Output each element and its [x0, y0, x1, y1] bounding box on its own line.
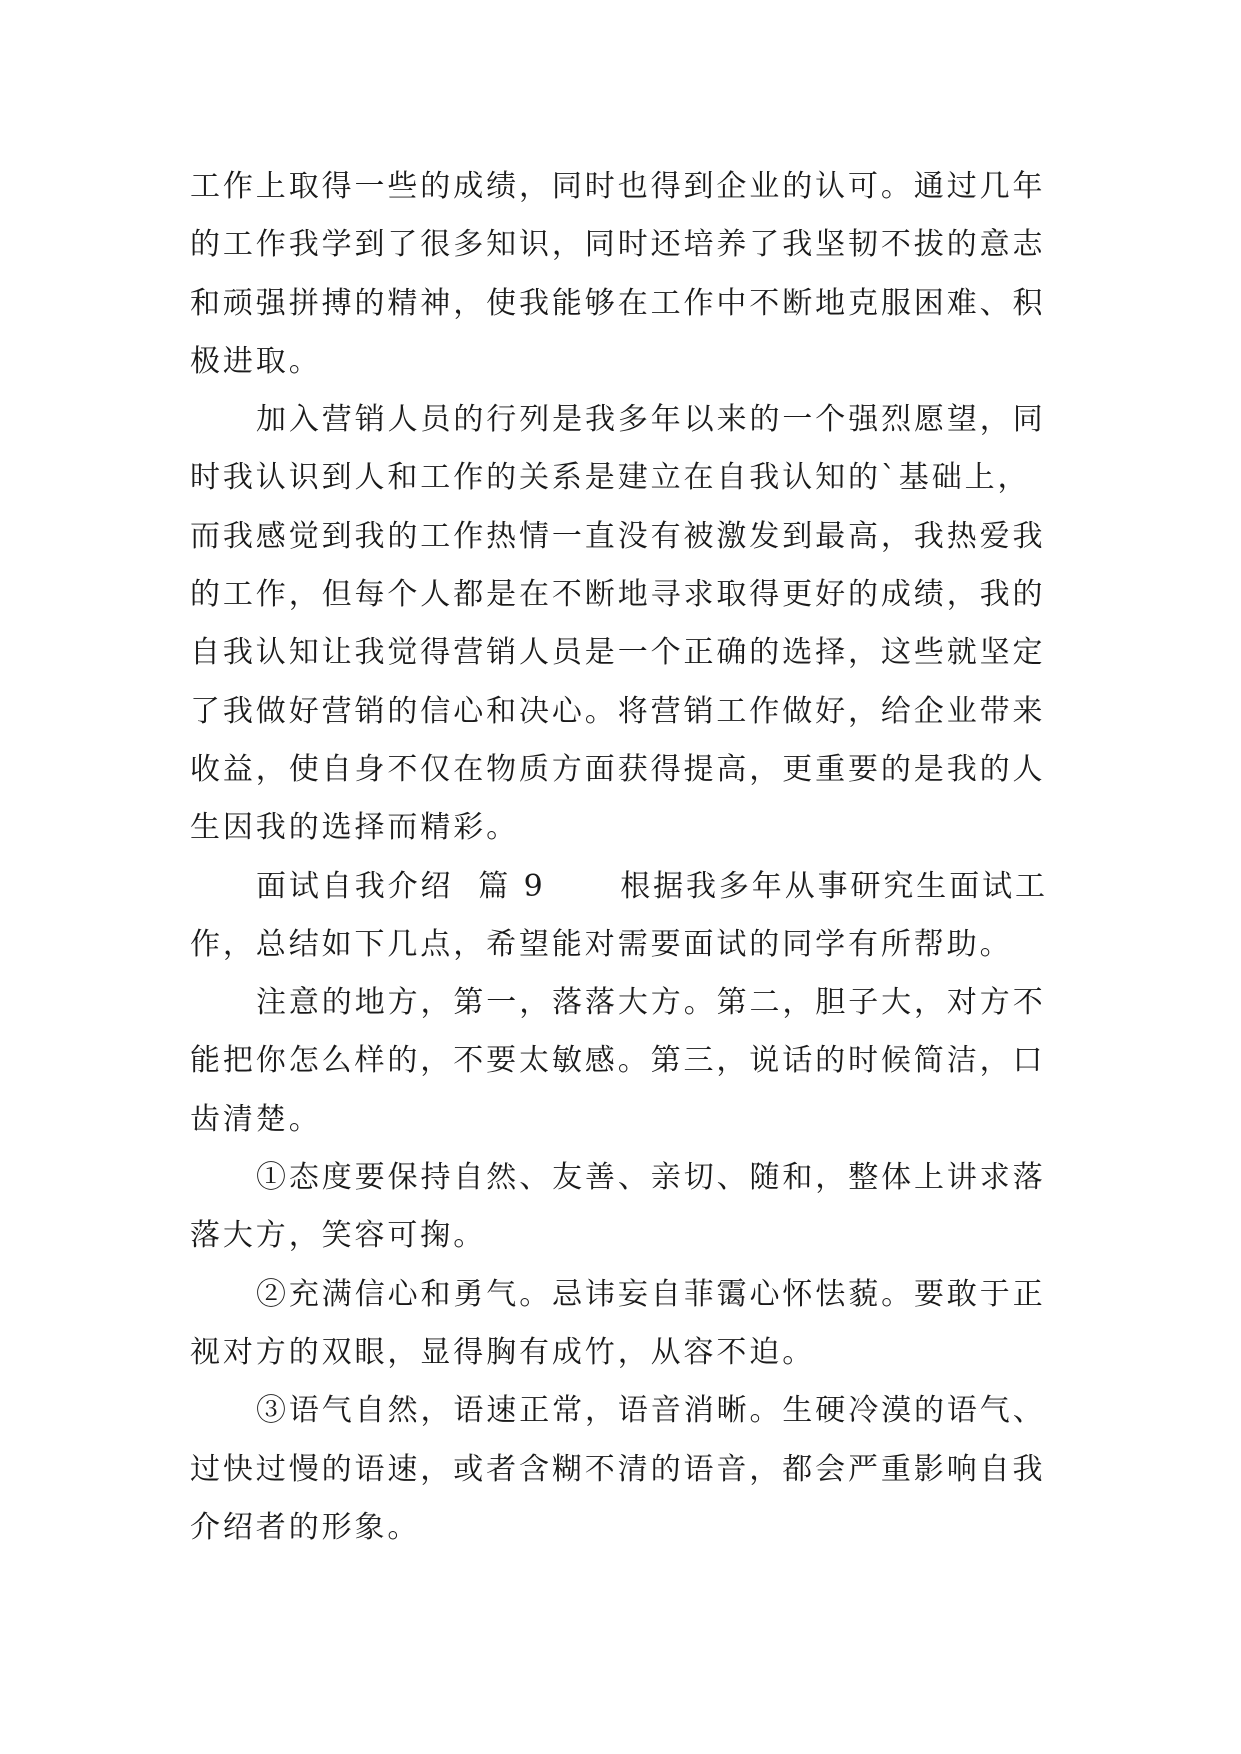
- text-line: 而我感觉到我的工作热情一直没有被激发到最高，我热爱我: [190, 518, 1046, 554]
- list-item-3: ③语气自然，语速正常，语音消晰。生硬冷漠的语气、: [256, 1393, 1046, 1429]
- list-item-2: ②充满信心和勇气。忌讳妄自菲霭心怀怯藐。要敢于正: [256, 1276, 1046, 1312]
- section-heading-line: 面试自我介绍 篇 9 根据我多年从事研究生面试工: [256, 868, 1048, 904]
- text-line: 了我做好营销的信心和决心。将营销工作做好，给企业带来: [190, 693, 1046, 729]
- text-line: 落大方，笑容可掬。: [190, 1218, 487, 1254]
- text-line: 生因我的选择而精彩。: [190, 810, 519, 846]
- text-line: 的工作，但每个人都是在不断地寻求取得更好的成绩，我的: [190, 577, 1046, 613]
- text-line: 自我认知让我觉得营销人员是一个正确的选择，这些就坚定: [190, 635, 1046, 671]
- text-line: 齿清楚。: [190, 1101, 322, 1137]
- text-line: 介绍者的形象。: [190, 1509, 421, 1545]
- text-line: 作，总结如下几点，希望能对需要面试的同学有所帮助。: [190, 926, 1013, 962]
- text-line: 工作上取得一些的成绩，同时也得到企业的认可。通过几年: [190, 169, 1046, 204]
- list-item-1: ①态度要保持自然、友善、亲切、随和，整体上讲求落: [256, 1160, 1046, 1196]
- paragraph-first-line: 加入营销人员的行列是我多年以来的一个强烈愿望，同: [256, 402, 1046, 438]
- text-line: 能把你怎么样的，不要太敏感。第三，说话的时候简洁，口: [190, 1043, 1046, 1079]
- text-line: 极进取。: [190, 343, 322, 379]
- document-body: [190, 158, 1060, 1557]
- text-line: 时我认识到人和工作的关系是建立在自我认知的`基础上，: [190, 460, 1031, 496]
- text-line: 和顽强拼搏的精神，使我能够在工作中不断地克服困难、积: [190, 285, 1046, 321]
- text-line: 收益，使自身不仅在物质方面获得提高，更重要的是我的人: [190, 751, 1046, 787]
- text-line: 的工作我学到了很多知识，同时还培养了我坚韧不拔的意志: [190, 227, 1046, 263]
- text-line: 过快过慢的语速，或者含糊不清的语音，都会严重影响自我: [190, 1451, 1046, 1487]
- text-line: 视对方的双眼，显得胸有成竹，从容不迫。: [190, 1334, 816, 1370]
- paragraph-first-line: 注意的地方，第一，落落大方。第二，胆子大，对方不: [256, 985, 1046, 1021]
